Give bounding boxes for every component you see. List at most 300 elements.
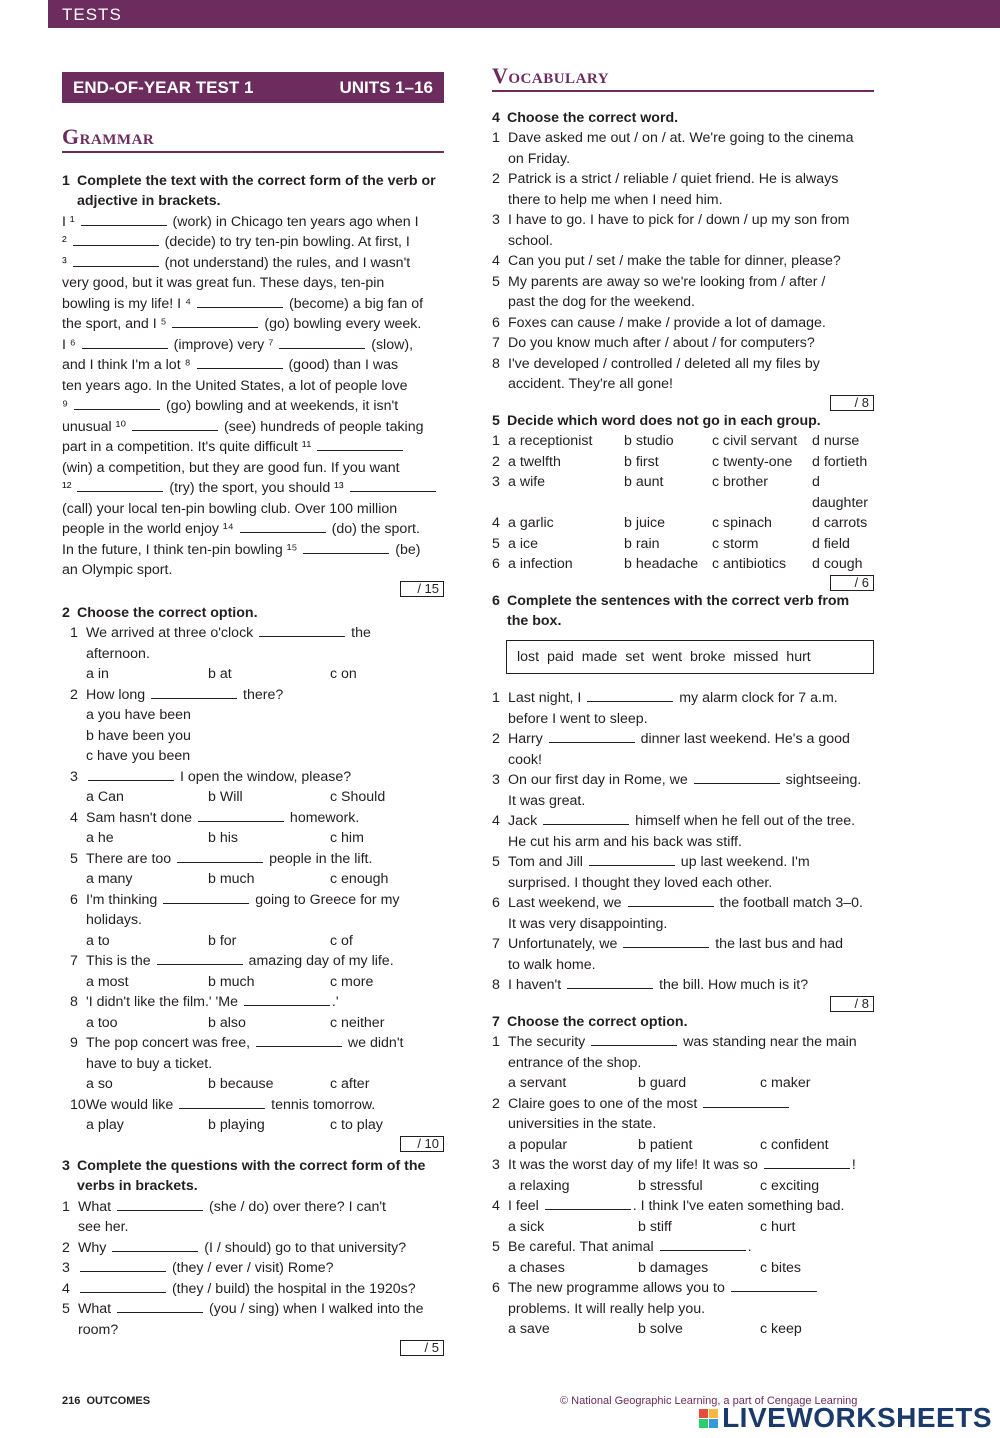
grammar-heading: Grammar bbox=[62, 127, 444, 153]
text-segment: ⁹ bbox=[62, 398, 73, 414]
answer-option[interactable]: c to play bbox=[330, 1117, 383, 1133]
question-3 bbox=[62, 1156, 444, 1357]
answer-gap[interactable] bbox=[172, 315, 258, 328]
word-group-row bbox=[492, 554, 874, 575]
answer-option[interactable]: c of bbox=[330, 932, 353, 949]
question-item bbox=[492, 934, 874, 975]
score-box bbox=[62, 581, 444, 597]
question-item bbox=[492, 688, 874, 729]
item-body bbox=[508, 1237, 752, 1258]
text-segment: What bbox=[78, 1301, 116, 1317]
answer-gap[interactable] bbox=[244, 993, 330, 1006]
answer-gap[interactable] bbox=[317, 438, 403, 451]
text-line bbox=[62, 499, 444, 520]
text-segment: I've developed / controlled / deleted all my files by bbox=[508, 355, 820, 372]
score-value: / 8 bbox=[830, 996, 874, 1012]
item-text-cont: He cut his arm and his back was stiff. bbox=[508, 833, 742, 850]
vocabulary-heading: Vocabulary bbox=[492, 66, 874, 92]
question-item bbox=[70, 890, 444, 931]
page-number: 216 bbox=[62, 1395, 81, 1407]
answer-gap[interactable] bbox=[256, 1034, 342, 1047]
word-option[interactable]: b juice bbox=[624, 515, 666, 531]
text-segment: Sam hasn't done bbox=[86, 809, 196, 826]
item-text bbox=[508, 893, 863, 914]
word-option[interactable]: c spinach bbox=[712, 515, 772, 531]
word-option[interactable]: b first bbox=[624, 453, 659, 470]
item-text bbox=[508, 688, 838, 709]
item-text-cont: surprised. I thought they loved each other. bbox=[508, 874, 773, 891]
text-segment: ten years ago. In the United States, a lot of people love bbox=[62, 377, 408, 394]
answer-option[interactable]: a to bbox=[86, 932, 110, 949]
item-number: 6 bbox=[492, 556, 500, 572]
answer-gap[interactable] bbox=[73, 233, 159, 246]
answer-gap[interactable] bbox=[764, 1156, 850, 1169]
instruction-text: Complete the questions with the correct form of the verbs in brackets. bbox=[77, 1157, 426, 1194]
text-segment: (see) hundreds of people taking bbox=[220, 418, 424, 435]
instruction-text: Choose the correct word. bbox=[507, 109, 679, 126]
text-line bbox=[62, 294, 444, 315]
item-number: 3 bbox=[492, 474, 500, 490]
question-item bbox=[492, 1032, 874, 1073]
answer-gap[interactable] bbox=[197, 295, 283, 308]
test-units: UNITS 1–16 bbox=[339, 78, 433, 97]
question-2 bbox=[62, 603, 444, 1152]
logo-square bbox=[709, 1419, 718, 1428]
answer-gap[interactable] bbox=[132, 418, 218, 431]
text-segment: dinner last weekend. He's a good bbox=[636, 731, 850, 747]
text-segment: Foxes can cause / make / provide a lot of damage. bbox=[508, 314, 826, 331]
item-text bbox=[508, 811, 855, 832]
answer-option[interactable]: b stiff bbox=[638, 1218, 672, 1235]
answer-gap[interactable] bbox=[117, 1198, 203, 1211]
item-number: 5 bbox=[62, 1301, 70, 1317]
item-text-cont: room? bbox=[78, 1321, 119, 1338]
item-text bbox=[86, 623, 371, 644]
text-segment: people in the lift. bbox=[265, 850, 373, 867]
answer-gap[interactable] bbox=[279, 336, 365, 349]
word-option[interactable]: d field bbox=[812, 535, 850, 552]
answer-gap[interactable] bbox=[198, 809, 284, 822]
question-item bbox=[62, 1197, 444, 1238]
item-body bbox=[508, 770, 861, 811]
item-text bbox=[508, 313, 826, 334]
answer-option[interactable]: a servant bbox=[508, 1075, 567, 1091]
text-line bbox=[62, 314, 444, 335]
item-number: 6 bbox=[492, 895, 500, 911]
question-5 bbox=[492, 411, 874, 591]
item-body bbox=[508, 975, 808, 996]
item-text-cont: holidays. bbox=[86, 912, 142, 928]
copyright: © National Geographic Learning, a part of Cengage Learning bbox=[560, 1395, 858, 1407]
word-group-row bbox=[492, 513, 874, 534]
answer-gap[interactable] bbox=[694, 771, 780, 784]
item-text bbox=[86, 685, 283, 706]
word-option[interactable]: c twenty-one bbox=[712, 453, 793, 470]
item-text-cont: have to buy a ticket. bbox=[86, 1055, 213, 1072]
item-text bbox=[508, 169, 838, 190]
answer-option[interactable]: c hurt bbox=[760, 1218, 796, 1235]
item-text-cont: see her. bbox=[78, 1219, 129, 1235]
answer-option[interactable]: a many bbox=[86, 871, 133, 887]
text-segment: The security bbox=[508, 1034, 590, 1050]
item-text bbox=[86, 1095, 375, 1116]
answer-gap[interactable] bbox=[549, 730, 635, 743]
answer-gap[interactable] bbox=[567, 976, 653, 989]
text-segment: My parents are away so we're looking from / after / bbox=[508, 273, 826, 290]
question-item bbox=[492, 852, 874, 893]
word-option[interactable]: a receptionist bbox=[508, 433, 593, 449]
answer-gap[interactable] bbox=[157, 952, 243, 965]
question-item bbox=[70, 1095, 444, 1116]
answer-options bbox=[492, 1176, 874, 1197]
item-body bbox=[86, 951, 394, 972]
answer-gap[interactable] bbox=[163, 891, 249, 904]
text-line bbox=[62, 519, 444, 540]
answer-option[interactable]: c after bbox=[330, 1076, 370, 1092]
answer-gap[interactable] bbox=[628, 894, 714, 907]
answer-option[interactable]: b for bbox=[208, 932, 237, 949]
text-line bbox=[62, 355, 444, 376]
question-item bbox=[492, 1094, 874, 1135]
answer-option[interactable]: a Can bbox=[86, 789, 124, 805]
item-text bbox=[508, 333, 815, 354]
answer-gap[interactable] bbox=[80, 1280, 166, 1293]
answer-gap[interactable] bbox=[589, 853, 675, 866]
item-text-cont: afternoon. bbox=[86, 645, 150, 662]
answer-option[interactable]: b playing bbox=[208, 1117, 265, 1133]
item-text bbox=[78, 1197, 386, 1218]
word-group-row bbox=[492, 534, 874, 555]
score-box bbox=[492, 575, 874, 591]
answer-option[interactable]: a in bbox=[86, 666, 109, 682]
word-option[interactable]: c antibiotics bbox=[712, 556, 787, 572]
text-segment: Why bbox=[78, 1239, 111, 1256]
item-number: 1 bbox=[62, 1198, 70, 1215]
answer-option[interactable]: a sick bbox=[508, 1218, 545, 1235]
word-option[interactable]: b headache bbox=[624, 556, 699, 572]
answer-option[interactable]: a relaxing bbox=[508, 1177, 570, 1194]
item-number: 5 bbox=[492, 854, 500, 870]
answer-option[interactable]: a he bbox=[86, 830, 114, 846]
answer-options bbox=[70, 972, 444, 993]
question-instruction bbox=[492, 1012, 874, 1033]
item-text bbox=[86, 890, 400, 911]
answer-gap[interactable] bbox=[303, 541, 389, 554]
answer-gap[interactable] bbox=[543, 812, 629, 825]
item-body bbox=[86, 767, 351, 788]
text-segment: Can you put / set / make the table for dinner, please? bbox=[508, 253, 841, 269]
item-text-cont: entrance of the shop. bbox=[508, 1054, 642, 1071]
text-segment: people in the world enjoy ¹⁴ bbox=[62, 521, 238, 537]
item-body bbox=[86, 992, 339, 1013]
text-segment: and I think I'm a lot ⁸ bbox=[62, 357, 195, 373]
word-option[interactable]: c storm bbox=[712, 535, 759, 552]
item-text bbox=[78, 1299, 424, 1320]
answer-option[interactable]: a chases bbox=[508, 1259, 565, 1276]
text-line bbox=[62, 335, 444, 356]
item-text bbox=[86, 808, 359, 829]
text-segment: the sport, and I ⁵ bbox=[62, 316, 171, 332]
page-footer bbox=[62, 1395, 150, 1407]
word-option[interactable]: c brother bbox=[712, 474, 768, 490]
answer-gap[interactable] bbox=[74, 397, 160, 410]
answer-option[interactable]: c bites bbox=[760, 1259, 802, 1276]
text-segment: There are too bbox=[86, 850, 176, 867]
answer-option[interactable]: c confident bbox=[760, 1136, 829, 1153]
item-body bbox=[508, 1196, 844, 1217]
text-segment: . I think I've eaten something bad. bbox=[632, 1198, 845, 1214]
item-number: 3 bbox=[70, 768, 78, 785]
word-option[interactable]: d nurse bbox=[812, 433, 860, 449]
answer-option[interactable]: b have been you bbox=[86, 727, 191, 744]
answer-option[interactable]: b Will bbox=[208, 789, 243, 805]
answer-gap[interactable] bbox=[88, 768, 174, 781]
word-option[interactable]: a garlic bbox=[508, 515, 554, 531]
answer-option[interactable]: b much bbox=[208, 973, 255, 990]
answer-gap[interactable] bbox=[77, 479, 163, 492]
instruction-text: Complete the sentences with the correct verb from the box. bbox=[507, 592, 850, 629]
question-instruction bbox=[492, 591, 874, 632]
answer-gap[interactable] bbox=[80, 1259, 166, 1272]
question-item bbox=[492, 1155, 874, 1176]
text-segment: tennis tomorrow. bbox=[267, 1096, 376, 1113]
question-item bbox=[492, 770, 874, 811]
answer-gap[interactable] bbox=[81, 213, 167, 226]
answer-option[interactable]: b his bbox=[208, 830, 238, 846]
word-option[interactable]: d daughter bbox=[812, 474, 869, 511]
answer-option[interactable]: c keep bbox=[760, 1321, 802, 1337]
question-instruction bbox=[492, 108, 874, 129]
word-option[interactable]: d carrots bbox=[812, 515, 868, 531]
text-line bbox=[62, 376, 444, 397]
answer-option[interactable]: a you have been bbox=[86, 707, 191, 723]
item-text bbox=[86, 767, 351, 788]
item-text-cont: past the dog for the weekend. bbox=[508, 294, 695, 310]
item-text bbox=[508, 1155, 856, 1176]
answer-gap[interactable] bbox=[82, 336, 168, 349]
test-title-bar bbox=[62, 72, 444, 103]
text-segment: (good) than I was bbox=[284, 357, 399, 373]
answer-option[interactable]: b patient bbox=[638, 1136, 693, 1153]
question-item bbox=[62, 1258, 444, 1279]
question-number: 7 bbox=[492, 1013, 500, 1030]
text-segment: unusual ¹⁰ bbox=[62, 418, 130, 435]
text-line bbox=[62, 232, 444, 253]
item-number: 1 bbox=[492, 130, 500, 146]
question-item bbox=[70, 1033, 444, 1074]
word-group-row bbox=[492, 431, 874, 452]
answer-options bbox=[70, 869, 444, 890]
answer-gap[interactable] bbox=[112, 1239, 198, 1252]
text-segment: We would like bbox=[86, 1096, 178, 1113]
answer-gap[interactable] bbox=[591, 1033, 677, 1046]
word-option[interactable]: b rain bbox=[624, 535, 660, 552]
item-text bbox=[508, 1237, 752, 1258]
item-number: 1 bbox=[492, 1034, 500, 1050]
answer-gap[interactable] bbox=[197, 356, 283, 369]
word-option[interactable]: b studio bbox=[624, 433, 674, 449]
answer-option[interactable]: c Should bbox=[330, 789, 386, 805]
item-body bbox=[78, 1279, 416, 1300]
item-number: 1 bbox=[70, 625, 78, 641]
question-item bbox=[492, 811, 874, 852]
text-segment: the last bus and had bbox=[711, 936, 844, 952]
answer-gap[interactable] bbox=[240, 520, 326, 533]
answer-gap[interactable] bbox=[179, 1096, 265, 1109]
answer-option[interactable]: c more bbox=[330, 973, 374, 990]
item-number: 8 bbox=[492, 355, 500, 372]
text-segment: (she / do) over there? I can't bbox=[205, 1198, 386, 1215]
answer-option[interactable]: a save bbox=[508, 1321, 550, 1337]
question-instruction bbox=[62, 1156, 444, 1197]
answer-option[interactable]: a most bbox=[86, 973, 129, 990]
word-option[interactable]: a wife bbox=[508, 474, 546, 490]
text-segment: Harry bbox=[508, 731, 547, 747]
text-segment: (do) the sport. bbox=[327, 521, 420, 537]
answer-option[interactable]: a so bbox=[86, 1076, 113, 1092]
answer-options bbox=[492, 1217, 874, 1238]
question-item bbox=[492, 272, 874, 313]
text-segment: (go) bowling and at weekends, it isn't bbox=[162, 398, 399, 414]
answer-option[interactable]: a popular bbox=[508, 1136, 568, 1153]
text-segment: In the future, I think ten-pin bowling ¹⁵ bbox=[62, 541, 302, 558]
word-option[interactable]: b aunt bbox=[624, 474, 664, 490]
answer-gap[interactable] bbox=[731, 1279, 817, 1292]
question-item bbox=[62, 1299, 444, 1340]
item-text bbox=[86, 1033, 403, 1054]
word-option[interactable]: a ice bbox=[508, 535, 538, 552]
item-text bbox=[78, 1238, 406, 1259]
answer-gap[interactable] bbox=[623, 935, 709, 948]
item-text bbox=[508, 210, 849, 231]
score-value: / 6 bbox=[830, 575, 874, 591]
word-option[interactable]: a infection bbox=[508, 556, 573, 572]
item-body bbox=[86, 890, 400, 931]
item-number: 9 bbox=[70, 1035, 78, 1051]
answer-option[interactable]: c have you been bbox=[86, 748, 191, 764]
answer-option[interactable]: a play bbox=[86, 1117, 124, 1133]
item-body bbox=[508, 333, 815, 354]
answer-option[interactable]: c maker bbox=[760, 1075, 811, 1091]
item-body bbox=[508, 1094, 791, 1135]
item-text bbox=[508, 729, 850, 750]
text-segment: . bbox=[747, 1239, 752, 1255]
answer-option[interactable]: c him bbox=[330, 830, 364, 846]
text-segment: amazing day of my life. bbox=[244, 953, 394, 969]
item-text bbox=[86, 992, 339, 1013]
item-text bbox=[78, 1258, 334, 1279]
answer-gap[interactable] bbox=[177, 850, 263, 863]
item-number: 10 bbox=[70, 1096, 86, 1113]
text-line bbox=[62, 540, 444, 561]
item-text bbox=[86, 951, 394, 972]
question-number: 6 bbox=[492, 592, 500, 609]
text-segment: (win) a competition, but they are good fun. If you want bbox=[62, 459, 400, 476]
logo-square bbox=[709, 1409, 718, 1418]
answer-option[interactable]: c exciting bbox=[760, 1177, 820, 1194]
answer-gap[interactable] bbox=[660, 1238, 746, 1251]
answer-option[interactable]: b damages bbox=[638, 1259, 709, 1276]
question-item bbox=[62, 1238, 444, 1259]
item-body bbox=[508, 811, 855, 852]
text-segment: the bbox=[347, 625, 371, 641]
answer-option[interactable]: a too bbox=[86, 1014, 118, 1031]
answer-gap[interactable] bbox=[587, 689, 673, 702]
word-option[interactable]: d fortieth bbox=[812, 453, 868, 470]
word-option[interactable]: d cough bbox=[812, 556, 863, 572]
question-number: 1 bbox=[62, 172, 70, 189]
text-segment: ¹² bbox=[62, 480, 76, 496]
answer-gap[interactable] bbox=[151, 686, 237, 699]
item-text-cont: accident. They're all gone! bbox=[508, 376, 673, 392]
section-label: TESTS bbox=[62, 5, 122, 24]
score-value: / 15 bbox=[400, 581, 444, 597]
question-item bbox=[70, 808, 444, 829]
item-number: 7 bbox=[492, 936, 500, 952]
word-box: lost paid made set went broke missed hurt bbox=[506, 640, 874, 675]
text-segment: ! bbox=[851, 1157, 856, 1173]
logo-square bbox=[699, 1419, 708, 1428]
item-number: 2 bbox=[492, 1095, 500, 1112]
text-line bbox=[62, 396, 444, 417]
text-segment: himself when he fell out of the tree. bbox=[631, 813, 856, 829]
answer-option[interactable]: b much bbox=[208, 871, 255, 887]
score-box bbox=[492, 996, 874, 1012]
score-value: / 5 bbox=[400, 1340, 444, 1356]
text-segment: I ⁶ bbox=[62, 336, 80, 353]
answer-option[interactable]: b stressful bbox=[638, 1177, 703, 1194]
answer-option[interactable]: b solve bbox=[638, 1321, 683, 1337]
answer-option[interactable]: c enough bbox=[330, 871, 389, 887]
answer-option[interactable]: b also bbox=[208, 1014, 246, 1031]
answer-gap[interactable] bbox=[73, 254, 159, 267]
item-number: 6 bbox=[492, 314, 500, 331]
word-option[interactable]: a twelfth bbox=[508, 453, 561, 470]
text-segment: an Olympic sport. bbox=[62, 562, 173, 578]
text-segment: (work) in Chicago ten years ago when I bbox=[168, 213, 419, 230]
answer-option[interactable]: c neither bbox=[330, 1014, 385, 1031]
answer-option[interactable]: b because bbox=[208, 1076, 274, 1092]
answer-gap[interactable] bbox=[350, 479, 436, 492]
instruction-text: Choose the correct option. bbox=[77, 604, 258, 621]
item-text bbox=[508, 852, 810, 873]
item-text bbox=[508, 975, 808, 996]
answer-gap[interactable] bbox=[259, 624, 345, 637]
text-segment: (they / ever / visit) Rome? bbox=[168, 1260, 334, 1276]
question-7 bbox=[492, 1012, 874, 1340]
text-segment: I have to go. I have to pick for / down / up my son from bbox=[508, 212, 850, 228]
word-option[interactable]: c civil servant bbox=[712, 433, 798, 449]
text-segment: ² bbox=[62, 234, 71, 250]
answer-gap[interactable] bbox=[117, 1300, 203, 1313]
text-segment: (call) your local ten-pin bowling club. Over 100 million bbox=[62, 500, 398, 517]
item-body bbox=[86, 849, 372, 870]
item-body bbox=[78, 1299, 424, 1340]
text-segment: Patrick is a strict / reliable / quiet friend. He is always bbox=[508, 171, 839, 187]
answer-gap[interactable] bbox=[545, 1197, 631, 1210]
answer-option[interactable]: b at bbox=[208, 666, 232, 682]
item-number: 5 bbox=[492, 535, 500, 552]
item-number: 1 bbox=[492, 690, 500, 706]
item-number: 4 bbox=[492, 515, 500, 531]
question-number: 3 bbox=[62, 1157, 70, 1174]
answer-options bbox=[70, 1115, 444, 1136]
text-segment: ³ bbox=[62, 254, 71, 271]
question-item bbox=[70, 992, 444, 1013]
answer-gap[interactable] bbox=[703, 1095, 789, 1108]
answer-option[interactable]: b guard bbox=[638, 1075, 687, 1091]
answer-option[interactable]: c on bbox=[330, 666, 357, 682]
